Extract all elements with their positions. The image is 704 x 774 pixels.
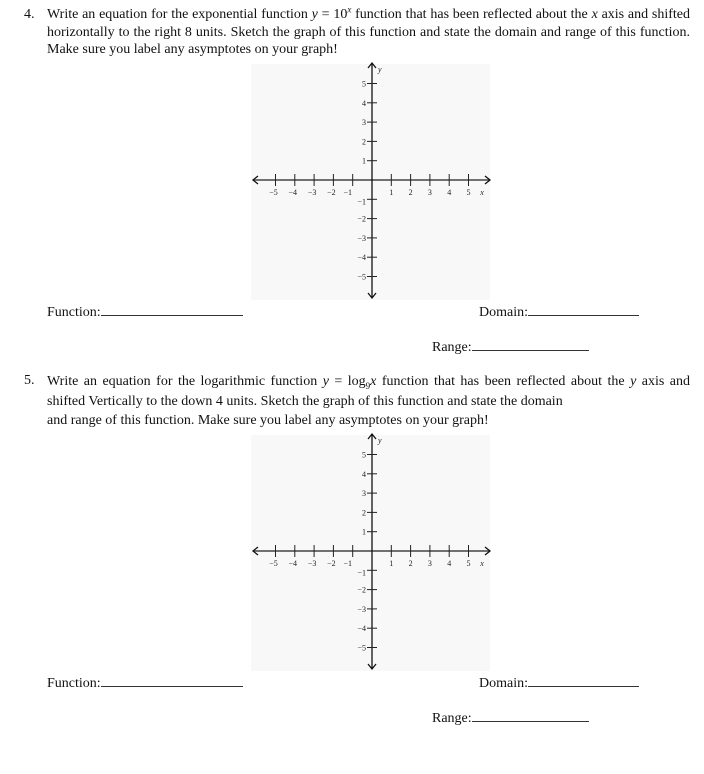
coordinate-grid-q5[interactable] [248,431,498,676]
q4-eq-exp: x [347,4,352,15]
q4-domain-answer[interactable] [479,301,639,321]
coordinate-grid-q4[interactable] [248,60,498,305]
question-5-number: 5. [24,373,35,388]
x-tick-label: 2 [408,188,413,197]
x-tick-label: 5 [466,559,471,568]
y-tick-label: 4 [362,98,366,108]
y-tick-label: 3 [362,489,366,499]
domain-blank[interactable] [528,672,639,687]
q5-function-answer[interactable] [47,672,243,692]
x-axis-label: x [480,559,484,568]
q5-eq-base: 9 [365,380,371,391]
y-tick-label: −5 [357,272,366,282]
range-label: Range: [432,711,472,726]
y-tick-label: −2 [357,214,366,224]
x-tick-label: 4 [447,188,452,197]
x-tick-label: −4 [288,188,298,197]
q5-domain-answer[interactable] [479,672,639,692]
x-tick-label: −4 [288,559,298,568]
question-4-text [47,6,690,59]
y-tick-label: −4 [357,624,366,634]
x-tick-label: 3 [427,188,432,197]
q5-text-rest: axis and shifted Vertically to the down 4 units. Sketch the graph of this function and state the domain [47,374,690,409]
q5-eq-x: x [370,374,377,389]
x-tick-label: 1 [389,559,394,568]
x-tick-label: −3 [307,559,317,568]
x-tick-label: −1 [343,559,352,568]
y-tick-label: 1 [362,156,366,166]
grid-background [251,64,490,300]
q5-text-before: Write an equation for the logarithmic function [47,374,323,389]
x-tick-label: −2 [327,188,336,197]
q4-eq-y: y [311,7,318,22]
q4-axis-var: x [591,7,598,22]
domain-label: Domain: [479,305,528,320]
y-tick-label: −2 [357,585,366,595]
y-tick-label: 2 [362,137,366,147]
domain-label: Domain: [479,676,528,691]
question-5-text [47,372,690,429]
y-tick-label: 5 [362,79,366,89]
y-tick-label: 4 [362,469,366,479]
y-tick-label: −3 [357,604,366,614]
y-tick-label: −1 [357,197,366,207]
q4-text-after: function that has been reflected about the [351,7,592,22]
q4-function-answer[interactable] [47,301,243,321]
x-axis-label: x [480,188,484,197]
y-tick-label: 2 [362,508,366,518]
function-blank[interactable] [101,672,243,687]
x-tick-label: −5 [269,188,278,197]
range-label: Range: [432,340,472,355]
q5-eq: = log [328,374,366,389]
y-tick-label: 3 [362,118,366,128]
function-blank[interactable] [101,301,243,316]
q5-range-answer[interactable] [432,707,589,727]
x-tick-label: 3 [427,559,432,568]
y-tick-label: 5 [362,450,366,460]
q5-eq-y: y [322,374,329,389]
grid-background [251,435,490,671]
x-tick-label: 4 [447,559,452,568]
question-4-number: 4. [24,7,35,22]
q4-text-before: Write an equation for the exponential function [47,7,312,22]
x-tick-label: 5 [466,188,471,197]
x-tick-label: 1 [389,188,394,197]
x-tick-label: 2 [408,559,413,568]
x-tick-label: −3 [307,188,317,197]
q5-text-after: function that has been reflected about the [376,374,631,389]
y-tick-label: −3 [357,233,366,243]
y-tick-label: −5 [357,643,366,653]
function-label: Function: [47,676,101,691]
q5-text-line3: and range of this function. Make sure you label any asymptotes on your graph! [47,413,489,428]
y-axis-label: y [378,436,382,445]
x-tick-label: −5 [269,559,278,568]
y-axis-label: y [378,65,382,74]
range-blank[interactable] [472,707,589,722]
x-tick-label: −2 [327,559,336,568]
y-tick-label: −4 [357,253,366,263]
q4-text-rest: axis and shifted horizontally to the right 8 units. Sketch the graph of this function and state the domain and range of this function. Make sure you label any asymptotes on your graph! [47,7,691,57]
y-tick-label: −1 [357,568,366,578]
y-tick-label: 1 [362,527,366,537]
domain-blank[interactable] [528,301,639,316]
x-tick-label: −1 [343,188,352,197]
function-label: Function: [47,305,101,320]
q4-range-answer[interactable] [432,336,589,356]
q5-axis-var: y [630,374,637,389]
range-blank[interactable] [472,336,589,351]
q4-eq: = 10 [317,7,348,22]
